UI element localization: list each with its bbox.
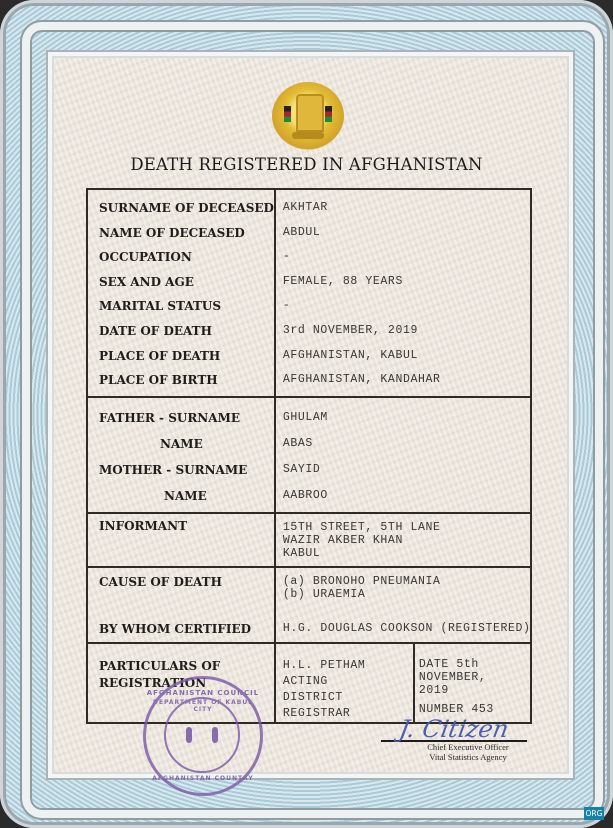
official-seal-stamp <box>143 676 263 796</box>
field-label-particulars: PARTICULARS OF <box>99 658 221 673</box>
field-label-sex-age: SEX AND AGE <box>99 274 194 289</box>
informant-section <box>87 513 531 567</box>
field-label-father-name: NAME <box>160 436 203 451</box>
field-value-certified-by: H.G. DOUGLAS COOKSON (REGISTERED) <box>282 621 531 635</box>
watermark-badge: ORG <box>585 809 603 818</box>
field-value-father-surname: GHULAM <box>282 410 328 424</box>
field-label-cause-of-death: CAUSE OF DEATH <box>99 574 222 589</box>
field-label-name: NAME OF DECEASED <box>99 225 245 240</box>
emblem-flag-right-icon <box>325 106 332 122</box>
emblem-flag-left-icon <box>284 106 291 122</box>
parents-section <box>87 397 531 513</box>
field-label-father-surname: FATHER - SURNAME <box>99 410 241 425</box>
registration-date: DATE 5th NOVEMBER, <box>418 657 487 684</box>
signature-block <box>381 716 527 762</box>
field-label-registration: REGISTRATION <box>99 675 207 690</box>
emblem-mosque-icon <box>296 94 324 132</box>
field-label-date-of-death: DATE OF DEATH <box>99 323 212 338</box>
stamp-flag-left-icon <box>186 727 192 743</box>
signatory-title: Chief Executive Officer <box>427 742 509 752</box>
registrar-title: DISTRICT REGISTRAR <box>282 690 351 720</box>
informant-address-line-3: KABUL <box>282 546 321 560</box>
stamp-bottom-text: AFGHANISTAN COUNTRY <box>152 775 254 782</box>
field-label-certified-by: BY WHOM CERTIFIED <box>99 622 252 637</box>
certificate-title: DEATH REGISTERED IN AFGHANISTAN <box>130 155 483 174</box>
stamp-inner-ring <box>164 697 240 773</box>
signatory-agency: Vital Statistics Agency <box>429 752 507 762</box>
field-value-father-name: ABAS <box>282 436 313 450</box>
stamp-flag-right-icon <box>212 727 218 743</box>
field-value-sex-age: FEMALE, 88 YEARS <box>282 274 403 288</box>
signature-script: J. Citizen <box>397 715 511 743</box>
field-value-occupation: - <box>282 250 291 264</box>
cause-of-death-b: (b) URAEMIA <box>282 587 366 601</box>
field-value-place-of-death: AFGHANISTAN, KABUL <box>282 348 418 362</box>
field-label-occupation: OCCUPATION <box>99 250 192 265</box>
field-label-mother-name: NAME <box>164 488 207 503</box>
field-label-marital-status: MARITAL STATUS <box>99 299 222 314</box>
registration-number: NUMBER 453 <box>418 702 494 716</box>
field-label-place-of-death: PLACE OF DEATH <box>99 348 221 363</box>
informant-address-line-1: 15TH STREET, 5TH LANE <box>282 520 441 534</box>
registrar-name: H.L. PETHAM <box>282 658 366 672</box>
field-label-place-of-birth: PLACE OF BIRTH <box>99 373 218 388</box>
field-value-date-of-death: 3rd NOVEMBER, 2019 <box>282 323 418 337</box>
cause-section <box>87 567 531 643</box>
field-value-marital-status: - <box>282 299 291 313</box>
field-value-surname: AKHTAR <box>282 201 328 214</box>
field-label-surname: SURNAME OF DECEASED <box>99 201 274 215</box>
cause-of-death-a: (a) BRONOHO PNEUMANIA <box>282 574 441 588</box>
emblem-ribbon-icon <box>292 132 324 139</box>
field-label-mother-surname: MOTHER - SURNAME <box>99 462 248 477</box>
stamp-middle-text: DEPARTMENT OF KABUL CITY <box>152 699 254 713</box>
registration-year: 2019 <box>418 683 449 697</box>
informant-address-line-2: WAZIR AKBER KHAN <box>282 533 403 547</box>
field-value-mother-name: AABROO <box>282 488 328 502</box>
deceased-section <box>87 189 531 397</box>
field-label-informant: INFORMANT <box>99 518 188 533</box>
field-value-name: ABDUL <box>282 225 321 239</box>
registration-subtable <box>276 644 531 722</box>
field-value-place-of-birth: AFGHANISTAN, KANDAHAR <box>282 373 441 387</box>
national-emblem-icon <box>272 82 344 150</box>
stamp-top-text: AFGHANISTAN COUNCIL <box>146 689 260 697</box>
death-record-table <box>86 188 532 724</box>
field-value-mother-surname: SAYID <box>282 462 321 476</box>
registrar-status: ACTING <box>282 674 328 688</box>
